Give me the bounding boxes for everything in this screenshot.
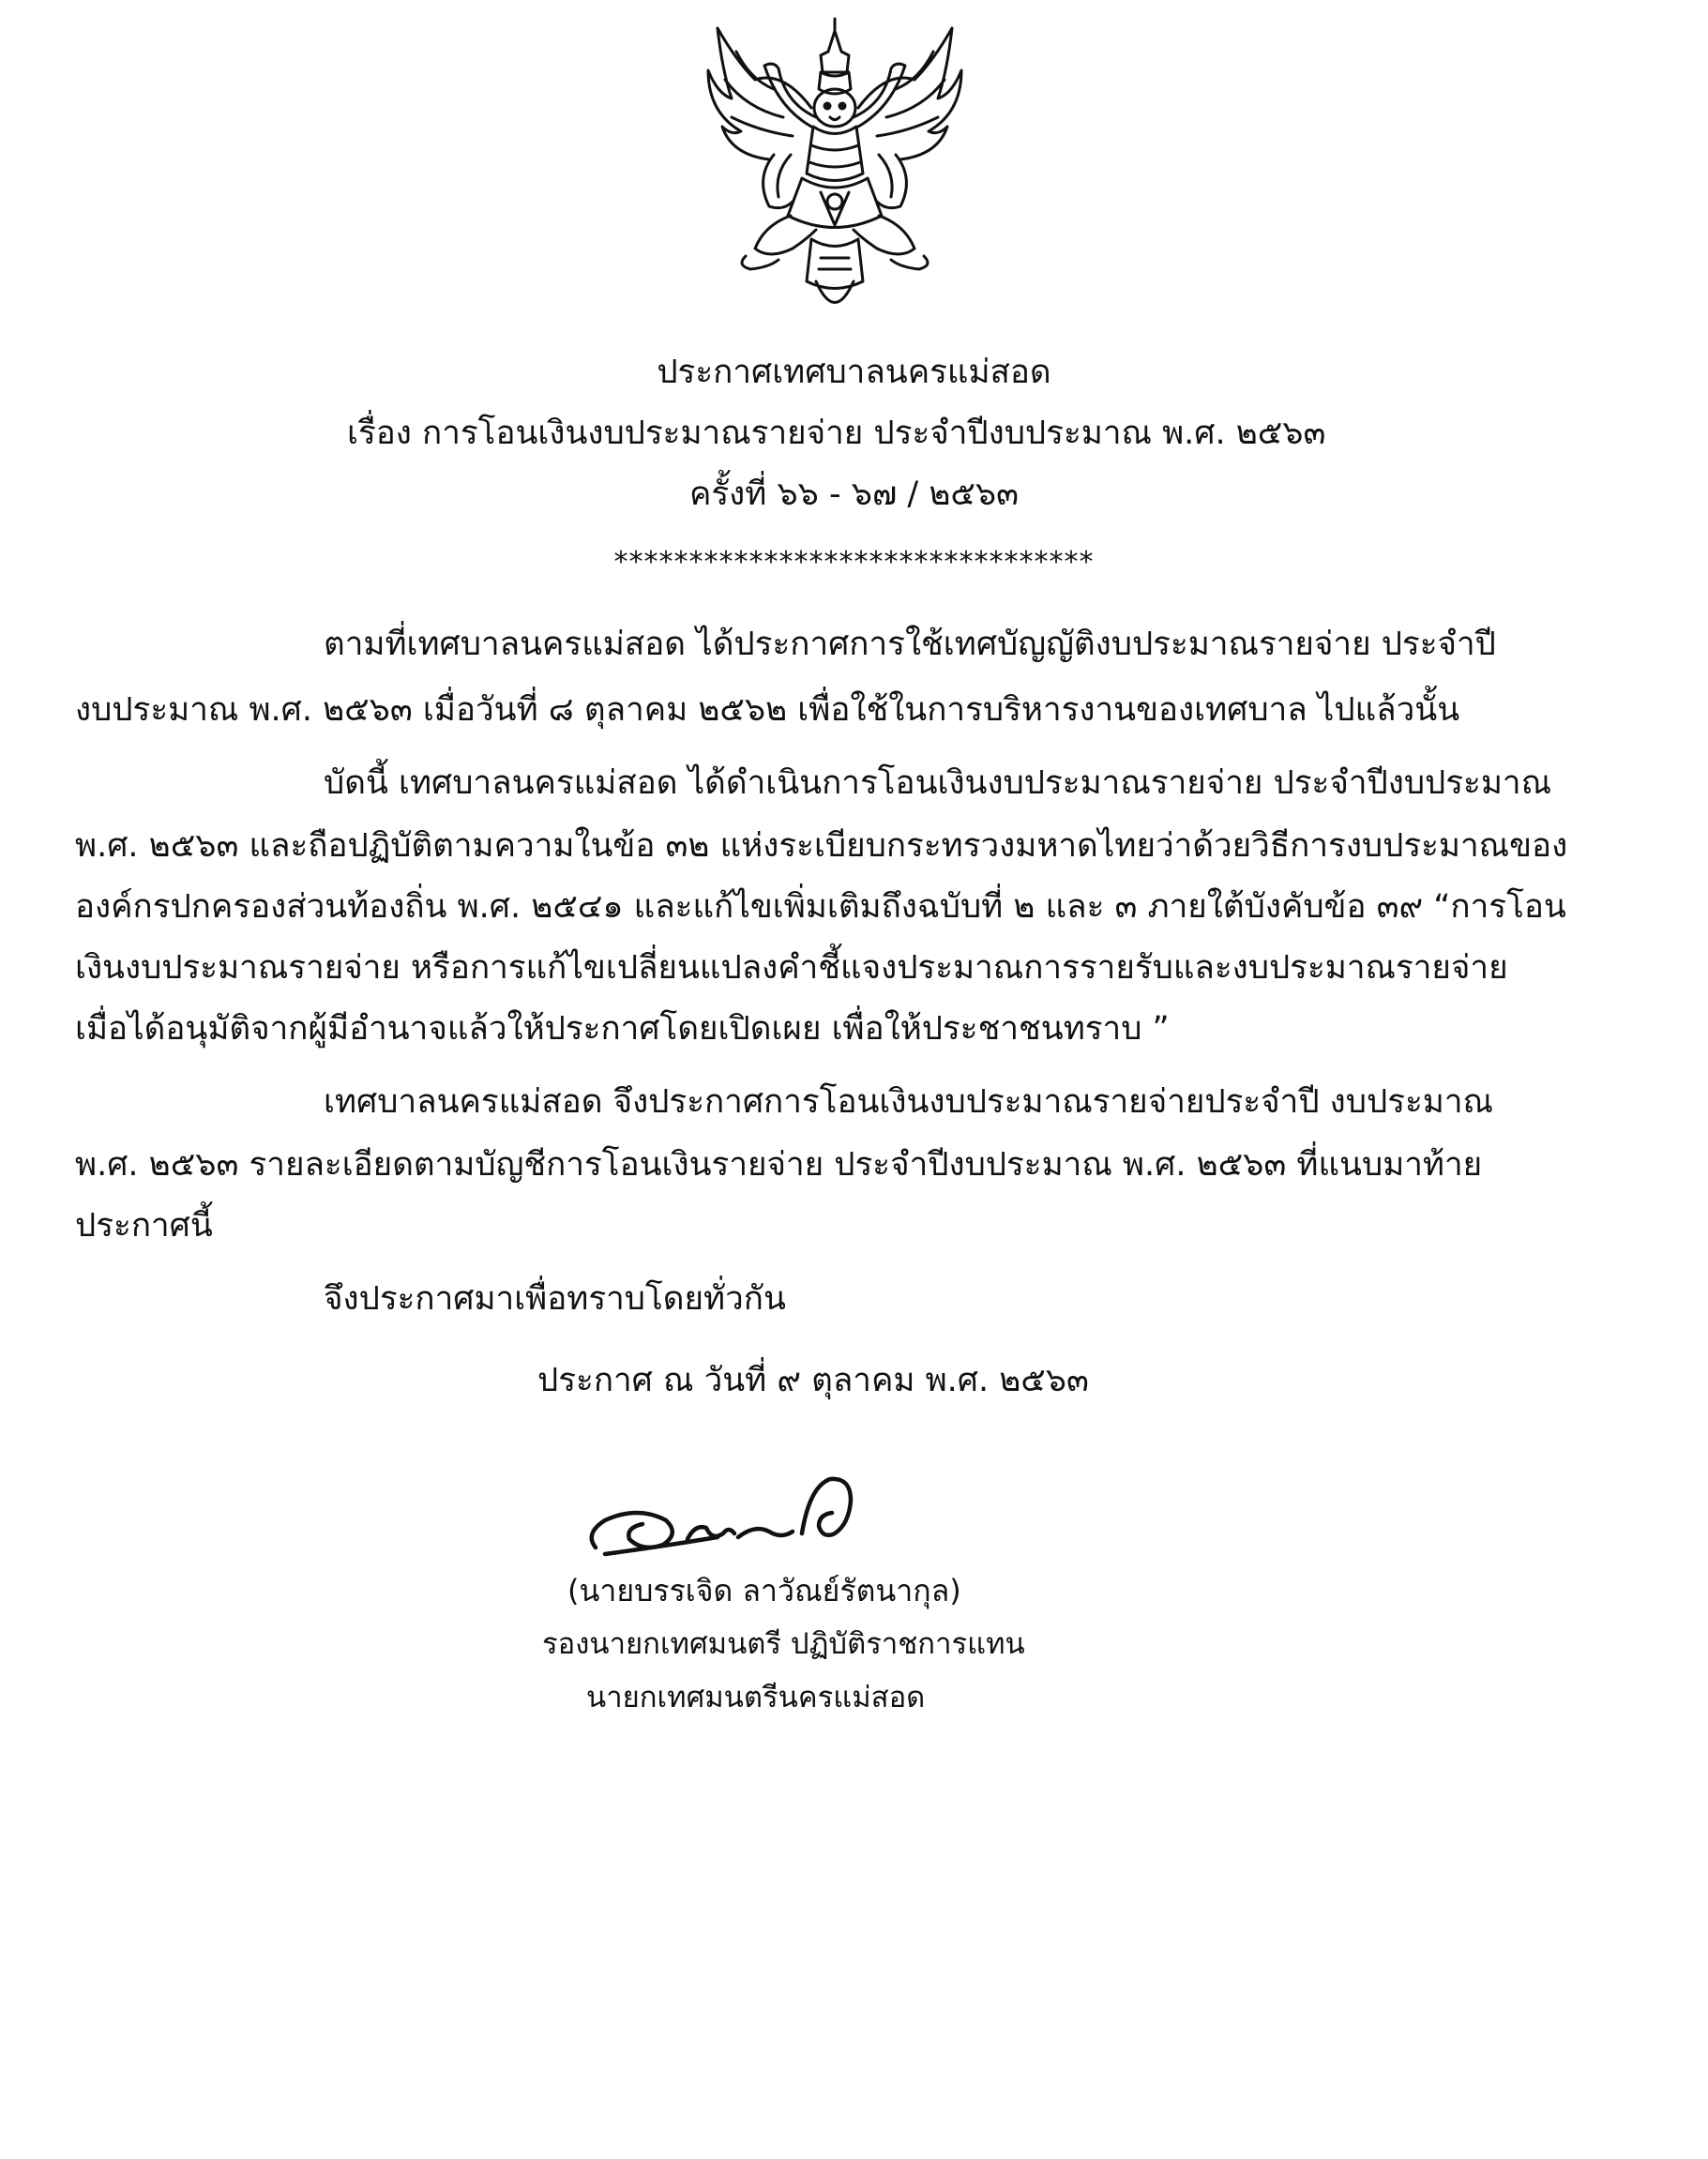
paragraph-3-line-2: พ.ศ. ๒๕๖๓ รายละเอียดตามบัญชีการโอนเงินรายจ่าย ประจำปีงบประมาณ พ.ศ. ๒๕๖๓ ที่แนบมาท้าย <box>75 1146 1483 1184</box>
paragraph-2-line-5: เมื่อได้อนุมัติจากผู้มีอำนาจแล้วให้ประกาศโดยเปิดเผย เพื่อให้ประชาชนทราบ ” <box>75 1010 1170 1048</box>
paragraph-1-line-2: งบประมาณ พ.ศ. ๒๕๖๓ เมื่อวันที่ ๘ ตุลาคม ๒๕๖๒ เพื่อใช้ในการบริหารงานของเทศบาล ไปแล้วนั้น <box>75 691 1460 729</box>
announcement-subject: เรื่อง การโอนเงินงบประมาณรายจ่าย ประจำปีงบประมาณ พ.ศ. ๒๕๖๓ <box>347 415 1326 452</box>
paragraph-2-line-2: พ.ศ. ๒๕๖๓ และถือปฏิบัติตามความในข้อ ๓๒ แห่งระเบียบกระทรวงมหาดไทยว่าด้วยวิธีการงบประมาณของ <box>75 827 1568 865</box>
signer-position-2: นายกเทศมนตรีนครแม่สอด <box>586 1681 926 1714</box>
paragraph-2-line-3: องค์กรปกครองส่วนท้องถิ่น พ.ศ. ๒๕๔๑ และแก้ไขเพิ่มเติมถึงฉบับที่ ๒ และ ๓ ภายใต้บังคับข้อ ๓๙ “การโอน <box>75 888 1566 926</box>
signer-position-1: รองนายกเทศมนตรี ปฏิบัติราชการแทน <box>542 1627 1025 1661</box>
separator-line: ******************************** <box>613 546 1095 579</box>
handwritten-signature <box>577 1458 886 1566</box>
paragraph-1-line-1: ตามที่เทศบาลนครแม่สอด ได้ประกาศการใช้เทศบัญญัติงบประมาณรายจ่าย ประจำปี <box>324 626 1496 663</box>
garuda-emblem-icon <box>680 14 990 328</box>
announcement-date: ประกาศ ณ วันที่ ๙ ตุลาคม พ.ศ. ๒๕๖๓ <box>537 1362 1089 1399</box>
closing-statement: จึงประกาศมาเพื่อทราบโดยทั่วกัน <box>324 1280 786 1318</box>
announcement-number: ครั้งที่ ๖๖ - ๖๗ / ๒๕๖๓ <box>688 476 1020 513</box>
signer-name: (นายบรรเจิด ลาวัณย์รัตนากุล) <box>567 1573 961 1608</box>
paragraph-3-line-3: ประกาศนี้ <box>75 1207 213 1245</box>
paragraph-3-line-1: เทศบาลนครแม่สอด จึงประกาศการโอนเงินงบประมาณรายจ่ายประจำปี งบประมาณ <box>324 1083 1493 1121</box>
paragraph-2-line-4: เงินงบประมาณรายจ่าย หรือการแก้ไขเปลี่ยนแปลงคำชี้แจงประมาณการรายรับและงบประมาณรายจ่าย <box>75 949 1508 987</box>
announcement-title: ประกาศเทศบาลนครแม่สอด <box>657 354 1051 391</box>
paragraph-2-line-1: บัดนี้ เทศบาลนครแม่สอด ได้ดำเนินการโอนเงินงบประมาณรายจ่าย ประจำปีงบประมาณ <box>324 764 1552 802</box>
